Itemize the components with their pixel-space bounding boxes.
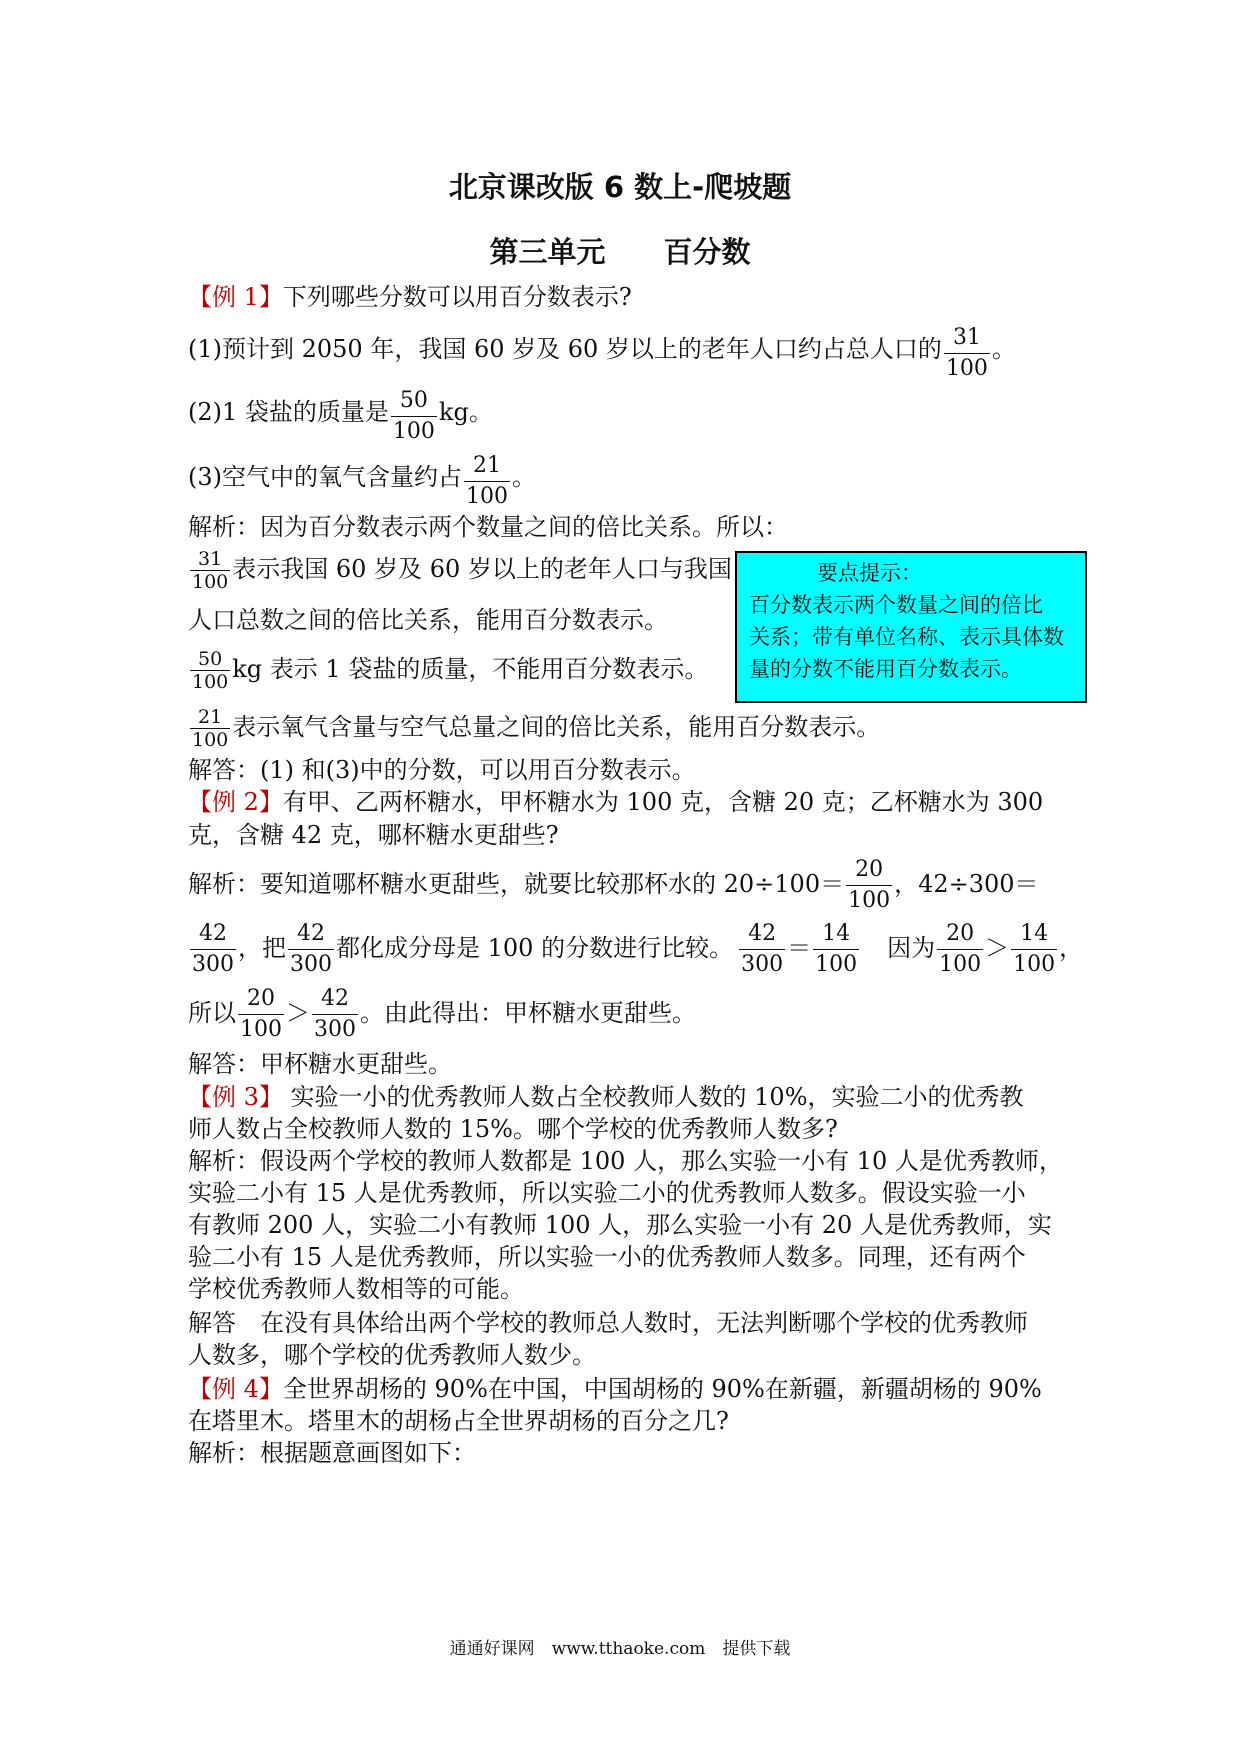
fraction: $\frac{21}{100}$ <box>466 453 508 509</box>
example-1-item-1: (1)预计到 2050 年，我国 60 岁及 60 岁以上的老年人口约占总人口的 $\frac{31}{100}$ 。 <box>188 320 1016 381</box>
example-1-analysis-2: $\frac{50}{100}$ kg 表示 1 袋盐的质量，不能用百分数表示。 <box>192 648 709 693</box>
example-3-answer-1: 解答 在没有具体给出两个学校的教师总人数时，无法判断哪个学校的优秀教师 <box>188 1309 1028 1337</box>
example-4-question-1: 【例 4】全世界胡杨的 90%在中国，中国胡杨的 90%在新疆，新疆胡杨的 90% <box>188 1375 1042 1403</box>
example-2-analysis-1: 解析：要知道哪杯糖水更甜些，就要比较那杯水的 20÷100＝ $\frac{20}{100}$ ，42÷300＝ <box>188 855 1039 916</box>
example-3-answer-2: 人数多，哪个学校的优秀教师人数少。 <box>188 1341 596 1369</box>
example-2-analysis-3: 所以 $\frac{20}{100}$ ＞ $\frac{42}{300}$ 。由此得出：甲杯糖水更甜些。 <box>188 984 696 1045</box>
example-3-analysis-1: 解析：假设两个学校的教师人数都是 100 人，那么实验一小有 10 人是优秀教师， <box>188 1147 1063 1175</box>
fraction: $\frac{31}{100}$ <box>945 325 988 381</box>
example-2-answer: 解答：甲杯糖水更甜些。 <box>188 1050 452 1078</box>
fraction: $\frac{50}{100}$ <box>192 648 229 693</box>
fraction: $\frac{42}{300}$ <box>314 986 356 1042</box>
example-1-analysis-1b: 人口总数之间的倍比关系，能用百分数表示。 <box>188 606 668 634</box>
example-2-analysis-2: $\frac{42}{300}$ ，把 $\frac{42}{300}$ 都化成分母是 100 的分数进行比较。 $\frac{42}{300}$ ＝ $\frac{14}{100}$ 因为 $\frac{20}{100}$ ＞ $\frac{14}{100}$ ， <box>188 919 1083 980</box>
fraction: $\frac{31}{100}$ <box>192 548 229 593</box>
example-3-analysis-5: 学校优秀教师人数相等的可能。 <box>188 1275 524 1303</box>
example-3-analysis-3: 有教师 200 人，实验二小有教师 100 人，那么实验一小有 20 人是优秀教师，实 <box>188 1211 1052 1239</box>
example-1-analysis-intro: 解析：因为百分数表示两个数量之间的倍比关系。所以： <box>188 513 788 541</box>
tip-title: 要点提示： <box>817 561 922 585</box>
example-3-question-1: 【例 3】 实验一小的优秀教师人数占全校教师人数的 10%，实验二小的优秀教 <box>188 1083 1024 1111</box>
fraction: $\frac{50}{100}$ <box>392 388 435 444</box>
item-text: (1)预计到 2050 年，我国 60 岁及 60 岁以上的老年人口约占总人口的 <box>188 335 942 363</box>
example-1-question <box>188 282 632 312</box>
fraction: $\frac{20}{100}$ <box>240 986 282 1042</box>
fraction: $\frac{14}{100}$ <box>815 921 858 977</box>
example-3-analysis-4: 验二小有 15 人是优秀教师，所以实验一小的优秀教师人数多。同理，还有两个 <box>188 1243 1026 1271</box>
unit-subtitle: 第三单元 百分数 <box>489 235 751 269</box>
tip-line: 量的分数不能用百分数表示。 <box>749 657 1022 681</box>
example-1-answer: 解答：(1) 和(3)中的分数，可以用百分数表示。 <box>188 756 696 784</box>
page-footer: 通通好课网 www.tthaoke.com 提供下载 <box>449 1639 791 1659</box>
fraction: $\frac{20}{100}$ <box>848 857 891 913</box>
fraction: $\frac{21}{100}$ <box>192 706 229 751</box>
example-2-question-2: 克，含糖 42 克，哪杯糖水更甜些? <box>188 821 559 849</box>
question-text: 下列哪些分数可以用百分数表示? <box>282 283 632 311</box>
item-text: (2)1 袋盐的质量是 <box>188 398 389 426</box>
fraction: $\frac{42}{300}$ <box>290 921 332 977</box>
item-text: (3)空气中的氧气含量约占 <box>188 463 462 491</box>
example-3-analysis-2: 实验二小有 15 人是优秀教师，所以实验二小的优秀教师人数多。假设实验一小 <box>188 1179 1026 1207</box>
fraction: $\frac{42}{300}$ <box>741 921 784 977</box>
example-1-item-3: (3)空气中的氧气含量约占 $\frac{21}{100}$ 。 <box>188 448 536 509</box>
fraction: $\frac{20}{100}$ <box>939 921 982 977</box>
fraction: $\frac{42}{300}$ <box>192 921 234 977</box>
example-tag: 【例 4】 <box>188 1375 283 1403</box>
example-tag: 【例 1】 <box>188 283 283 311</box>
example-2-question-1: 【例 2】有甲、乙两杯糖水，甲杯糖水为 100 克，含糖 20 克；乙杯糖水为 300 <box>188 788 1044 816</box>
example-1-analysis-3: $\frac{21}{100}$ 表示氧气含量与空气总量之间的倍比关系，能用百分数表示。 <box>192 706 881 751</box>
example-4-question-2: 在塔里木。塔里木的胡杨占全世界胡杨的百分之几? <box>188 1407 729 1435</box>
example-1-analysis-1: $\frac{31}{100}$ 表示我国 60 岁及 60 岁以上的老年人口与我国 <box>192 548 732 593</box>
page-title: 北京课改版 6 数上-爬坡题 <box>448 170 792 204</box>
fraction: $\frac{14}{100}$ <box>1013 921 1056 977</box>
tip-box <box>735 551 1087 703</box>
example-tag: 【例 3】 <box>188 1083 283 1111</box>
tip-line: 关系；带有单位名称、表示具体数 <box>749 625 1064 649</box>
example-tag: 【例 2】 <box>188 788 283 816</box>
example-3-question-2: 师人数占全校教师人数的 15%。哪个学校的优秀教师人数多? <box>188 1115 838 1143</box>
example-1-item-2: (2)1 袋盐的质量是 $\frac{50}{100}$ kg。 <box>188 383 493 444</box>
tip-line: 百分数表示两个数量之间的倍比 <box>749 593 1043 617</box>
example-4-analysis-1: 解析：根据题意画图如下： <box>188 1439 476 1467</box>
